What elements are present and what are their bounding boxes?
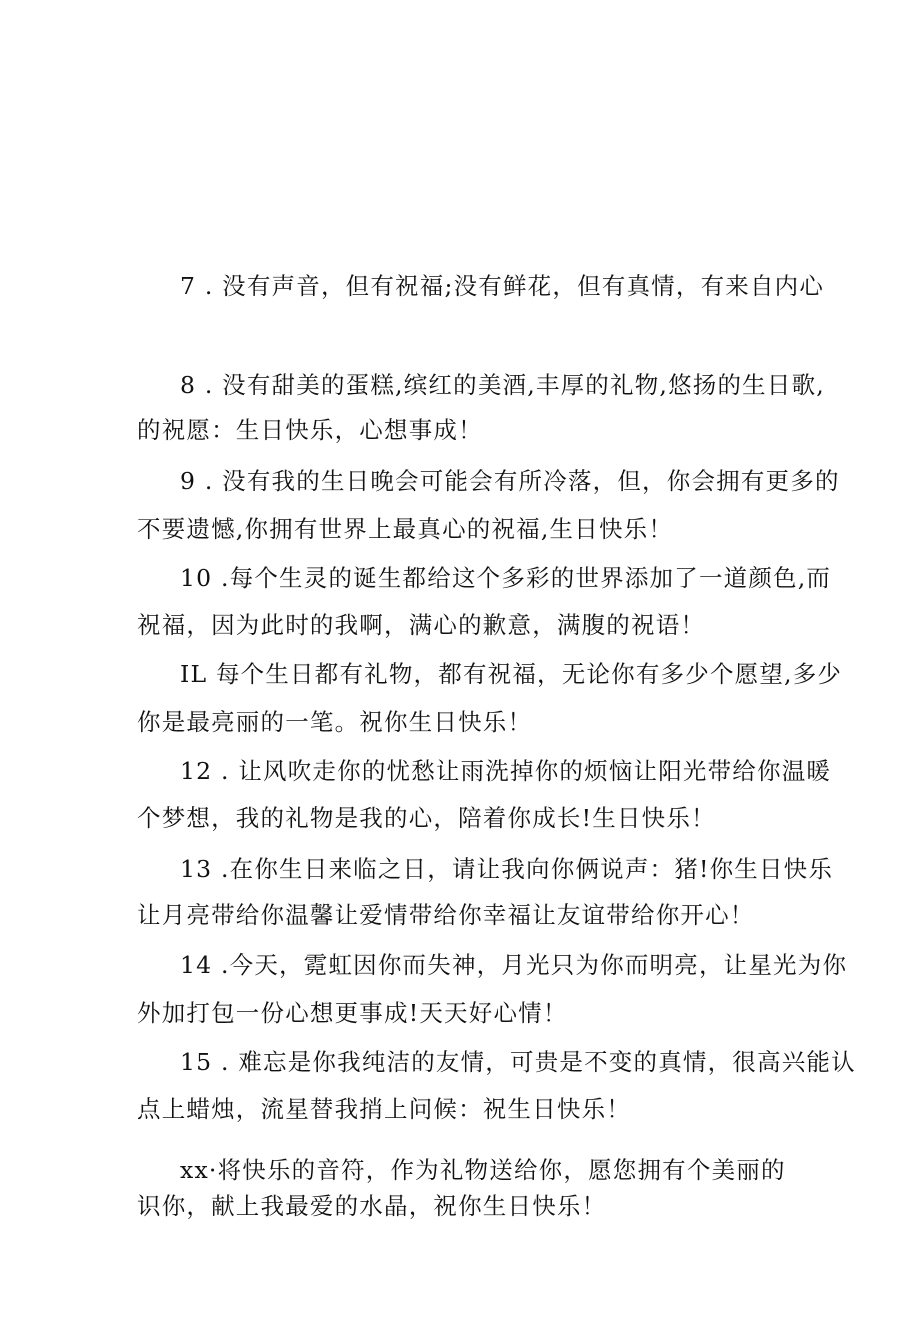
paragraph-line: 7 . 没有声音，但有祝福;没有鲜花，但有真情，有来自内心 [180, 272, 825, 300]
paragraph-line: 让月亮带给你温馨让爱情带给你幸福让友谊带给你开心！ [137, 901, 755, 929]
paragraph-line: 的祝愿：生日快乐，心想事成！ [137, 416, 483, 444]
paragraph-line: 12 . 让风吹走你的忧愁让雨洗掉你的烦恼让阳光带给你温暖 [180, 757, 832, 785]
paragraph-line: 你是最亮丽的一笔。祝你生日快乐！ [137, 708, 533, 736]
paragraph-line: 识你，献上我最爱的水晶，祝你生日快乐！ [137, 1192, 607, 1220]
paragraph-line: 外加打包一份心想更事成!天天好心情！ [137, 999, 568, 1027]
paragraph-line: 9 . 没有我的生日晚会可能会有所冷落，但，你会拥有更多的 [180, 467, 840, 495]
wish-paragraph-xx [137, 1050, 801, 1290]
paragraph-line: 14 .今天，霓虹因你而失神，月光只为你而明亮，让星光为你 [180, 951, 848, 979]
paragraph-line: 祝福，因为此时的我啊，满心的歉意，满腹的祝语！ [137, 611, 706, 639]
paragraph-line: 15 . 难忘是你我纯洁的友情，可贵是不变的真情，很高兴能认 [180, 1048, 856, 1076]
paragraph-line: 个梦想，我的礼物是我的心，陪着你成长!生日快乐！ [137, 804, 716, 832]
paragraph-line: 不要遗憾,你拥有世界上最真心的祝福,生日快乐！ [137, 515, 674, 543]
paragraph-line: 13 .在你生日来临之日，请让我向你俩说声：猪!你生日快乐 [180, 855, 834, 883]
paragraph-line: 点上蜡烛，流星替我捎上问候：祝生日快乐！ [137, 1095, 631, 1123]
paragraph-line: xx·将快乐的音符，作为礼物送给你，愿您拥有个美丽的 [180, 1156, 786, 1184]
paragraph-line: IL 每个生日都有礼物，都有祝福，无论你有多少个愿望,多少 [180, 660, 843, 688]
paragraph-line: 8 . 没有甜美的蛋糕,缤红的美酒,丰厚的礼物,悠扬的生日歌, [180, 371, 825, 399]
paragraph-line: 10 .每个生灵的诞生都给这个多彩的世界添加了一道颜色,而 [180, 564, 832, 592]
